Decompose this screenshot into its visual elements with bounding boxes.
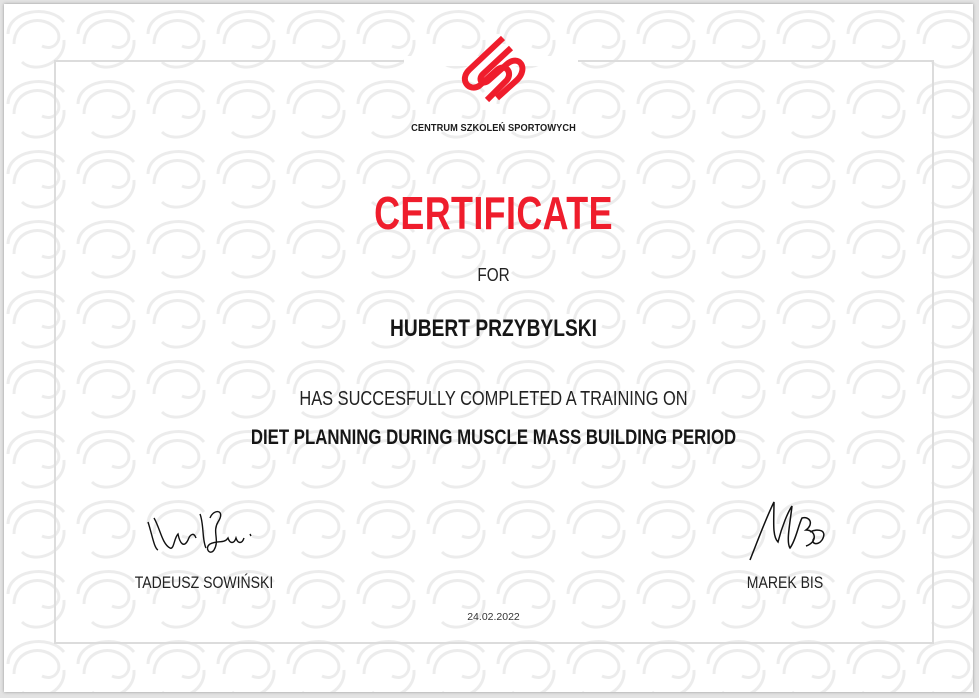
signatory-name-2: MAREK BIS <box>746 574 824 592</box>
certificate-title: CERTIFICATE <box>374 187 613 239</box>
signatory-name-1: TADEUSZ SOWIŃSKI <box>134 574 274 592</box>
signature-image-1 <box>144 504 264 560</box>
certificate-date: 24.02.2022 <box>467 611 520 623</box>
recipient-name: HUBERT PRZYBYLSKI <box>390 315 597 342</box>
certificate-sheet <box>4 4 973 692</box>
organization-name: CENTRUM SZKOLEŃ SPORTOWYCH <box>411 122 576 134</box>
completion-text: HAS SUCCESFULLY COMPLETED A TRAINING ON <box>299 388 688 410</box>
course-title: DIET PLANNING DURING MUSCLE MASS BUILDING PERIOD <box>250 426 737 449</box>
css-logo-icon <box>451 30 529 110</box>
signature-image-2 <box>744 496 834 566</box>
for-label: FOR <box>477 265 510 285</box>
